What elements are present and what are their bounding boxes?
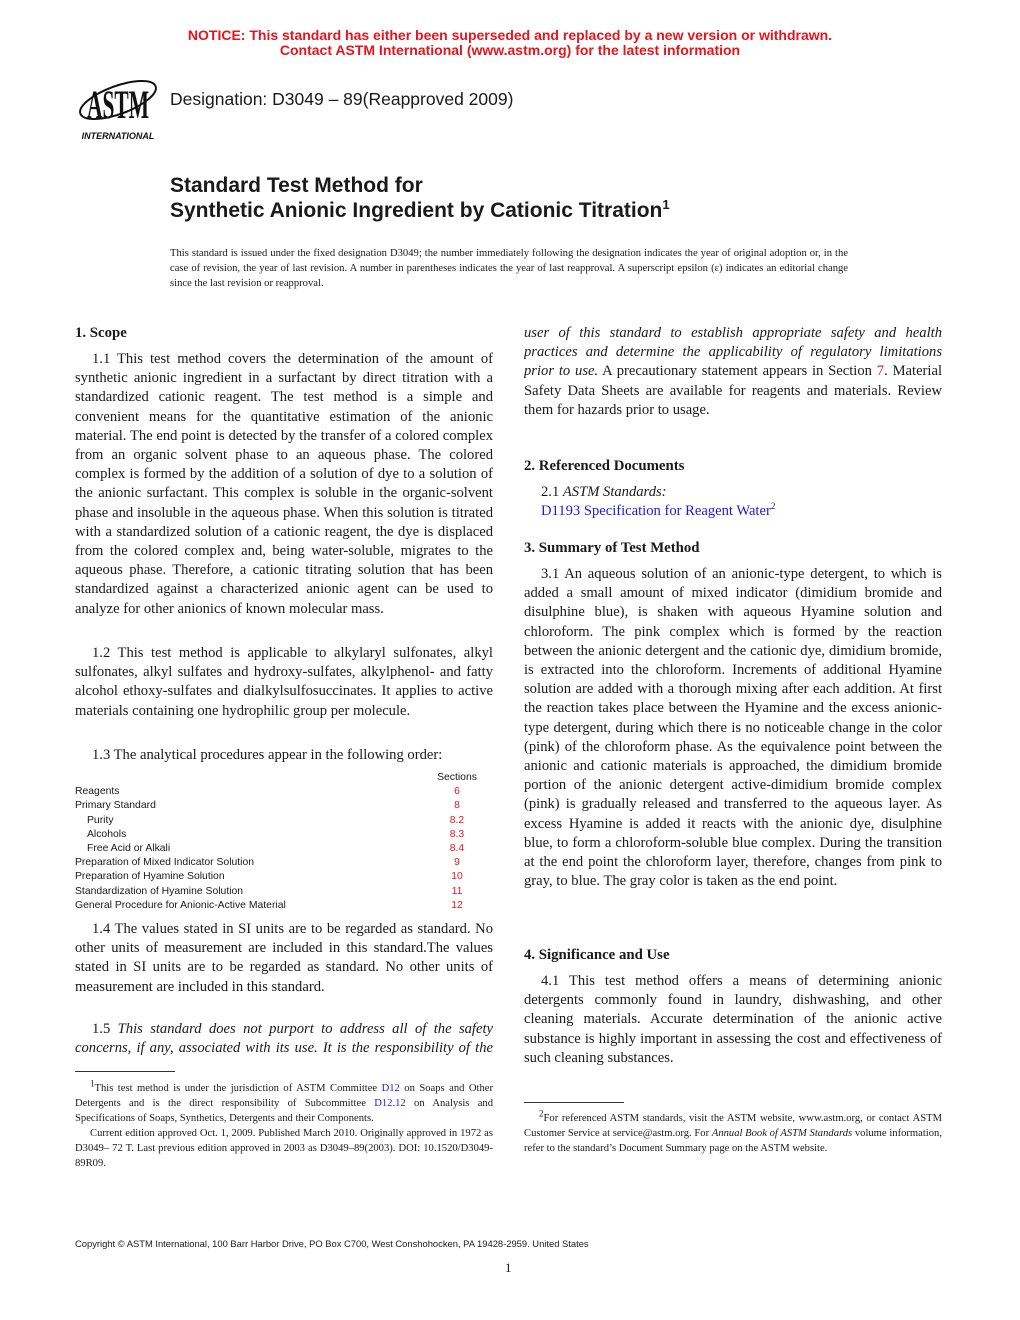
- svg-text:INTERNATIONAL: INTERNATIONAL: [81, 131, 155, 141]
- table-row: [75, 870, 493, 884]
- footnote-divider-2: [524, 1102, 624, 1103]
- sections-table: [75, 771, 493, 913]
- table-row: [75, 785, 493, 799]
- table-row: [75, 885, 493, 899]
- title-footnote-mark: 1: [662, 197, 670, 212]
- svg-text:ASTM: ASTM: [87, 82, 149, 127]
- link-d1193[interactable]: D1193 Specification for Reagent Water: [541, 503, 771, 520]
- footnote-1: $^1$This test method is under the jurisdiction of ASTM Committee D12 on Soaps and Other Detergents and is the direct responsibility of Subcommittee D12.12 on Analysis and Specifications of Soaps, Synthetics, Detergents and their Components. Current edition approved Oct. 1, 2009. Published March 2010. Originally approved in 1972 as D3049– 72 T. Last previous edition approved in 2003 as D3049–89(2003). DOI: 10.1520/D3049-89R09.: [75, 1078, 493, 1169]
- footnote-2: $^2$For referenced ASTM standards, visit the ASTM website, www.astm.org, or contact ASTM Customer Service at service@astm.org. For Annual Book of ASTM Standards volume information, refer to the standard’s Document Summary page on the ASTM website.: [524, 1108, 942, 1154]
- table-row-section-link[interactable]: 8.2: [449, 814, 465, 826]
- footnote-divider: [75, 1071, 175, 1072]
- copyright: Copyright © ASTM International, 100 Barr Harbor Drive, PO Box C700, West Conshohocken, PA 19428-2959. United States: [75, 1238, 589, 1249]
- para-3-1: 3.1 An aqueous solution of an anionic-type detergent, to which is added a small amount of mixed indicator (dimidium bromide and disulphine blue), is shaken with aqueous Hyamine solution and chloroform. The pink complex which is formed by the reaction between the anionic detergent and the cationic dye, dimidium bromide, is extracted into the chloroform. Increments of additional Hyamine solution are added with a thorough mixing after each addition. At first the reaction takes place between the Hyamine and the excess anionic-type detergent, during which there is no noticeable change in the color (pink) of the chloroform phase. As the equivalence point between the anionic and cationic materials is approached, the dimidium bromide portion of the anionic detergent active-dimidium bromide complex (pink) is gradually released and transferred to the aqueous layer. As excess Hyamine is added it reacts with the anionic dye, disulphine blue, to form a chloroform-soluble blue complex. During the transition at the end point the chloroform layer, therefore, changes from pink to gray, to blue. The gray color is taken as the end point.: [524, 566, 942, 890]
- para-1-5-start: 1.5 This standard does not purport to address all of the safety concerns, if any, associated with its use. It is the responsibility of the: [75, 1020, 493, 1060]
- table-row-section-link[interactable]: 8: [454, 800, 460, 812]
- table-row: [75, 856, 493, 870]
- table-row-label: Preparation of Hyamine Solution: [75, 871, 225, 883]
- table-row-label: Free Acid or Alkali: [87, 843, 171, 855]
- table-row: [75, 842, 493, 856]
- footnote-1-edition: Current edition approved Oct. 1, 2009. Published March 2010. Originally approved in 1972 as D3049– 72 T. Last previous edition approved in 2003 as D3049–89(2003). DOI: 10.1520/D3049-89R09.: [75, 1128, 493, 1169]
- title-line-1: Standard Test Method for: [170, 174, 423, 197]
- table-row-label: Standardization of Hyamine Solution: [75, 885, 244, 897]
- table-row-section-link[interactable]: 11: [451, 885, 463, 897]
- para-1-1: 1.1 This test method covers the determination of the amount of synthetic anionic ingredient in a surfactant by direct titration with a standardized cationic reagent. The test method is a simple and convenient means for the quantitative estimation of the anionic material. The end point is detected by the transfer of a colored complex from an organic solvent phase to an aqueous phase. The colored complex is formed by the addition of a solution of dye to a solution of the anionic surfactant. This complex is soluble in the organic-solvent phase and insoluble in the aqueous phase. When this solution is titrated with a standardized solution of a cationic reagent, the dye is displaced from the colored complex and, being water-soluble, migrates to the aqueous phase. Therefore, a cationic titrating solution that has been standardized against a characterized anionic agent can be used to analyze for other anionics of known molecular mass.: [75, 351, 493, 617]
- table-row-section-link[interactable]: 8.4: [449, 843, 465, 855]
- link-d12-12[interactable]: D12.12: [374, 1098, 406, 1109]
- table-row-label: Preparation of Mixed Indicator Solution: [75, 857, 255, 869]
- table-row-label: Reagents: [75, 786, 120, 798]
- para-4-1: 4.1 This test method offers a means of determining anionic detergents commonly found in laundry, dishwashing, and other cleaning materials. Accurate determination of the anionic active substance is highly important in assessing the cost and effectiveness of such cleaning substances.: [524, 973, 942, 1066]
- table-row-section-link[interactable]: 9: [454, 857, 460, 869]
- document-title: [170, 173, 670, 223]
- table-row: [75, 799, 493, 813]
- designation: Designation: D3049 – 89(Reapproved 2009): [170, 89, 514, 109]
- table-row: [75, 828, 493, 842]
- para-1-5-italic: This standard does not purport to address all of the safety concerns, if any, associated with its use. It is the responsibility of the: [75, 1021, 493, 1057]
- section-3-heading: 3. Summary of Test Method: [524, 540, 700, 556]
- link-d12[interactable]: D12: [381, 1083, 400, 1094]
- title-line-2: Synthetic Anionic Ingredient by Cationic Titration: [170, 199, 663, 222]
- table-row: [75, 899, 493, 913]
- notice-line-1: NOTICE: This standard has either been superseded and replaced by a new version or withdrawn.: [187, 27, 833, 43]
- astm-logo-icon: [75, 66, 161, 142]
- para-1-5-continued: user of this standard to establish appropriate safety and health practices and determine the applicability of regulatory limitations prior to use. A precautionary statement appears in Section 7. Material Safety Data Sheets are available for reagents and materials. Review them for hazards prior to usage.: [524, 325, 942, 418]
- page-number: 1: [505, 1260, 512, 1275]
- table-row-label: Primary Standard: [75, 800, 156, 812]
- astm-logo: [75, 66, 161, 142]
- table-row: [75, 814, 493, 828]
- link-section-7[interactable]: 7: [876, 363, 885, 380]
- table-header-sections: Sections: [437, 772, 477, 783]
- table-row-section-link[interactable]: 10: [451, 871, 463, 883]
- section-2-heading: 2. Referenced Documents: [524, 458, 685, 474]
- table-row-section-link[interactable]: 12: [451, 899, 463, 911]
- para-1-2: 1.2 This test method is applicable to alkylaryl sulfonates, alkyl sulfonates, alkyl sulfates and hydroxy-sulfates, alkylphenol- and fatty alcohol ethoxy-sulfates and dialkylsulfosuccinates. It applies to active materials containing one hydrophilic group per molecule.: [75, 645, 493, 719]
- para-1-4: 1.4 The values stated in SI units are to be regarded as standard. No other units of measurement are included in this standard.The values stated in SI units are to be regarded as standard. No other units of measurement are included in this standard.: [75, 921, 493, 995]
- table-row-section-link[interactable]: 6: [454, 786, 460, 798]
- intro-statement: This standard is issued under the fixed designation D3049; the number immediately following the designation indicates the year of original adoption or, in the case of revision, the year of last revision. A number in parentheses indicates the year of last reapproval. A superscript epsilon (ε) indicates an editorial change since the last revision or reapproval.: [170, 248, 848, 289]
- table-row-label: Purity: [87, 814, 114, 826]
- table-row-label: General Procedure for Anionic-Active Material: [75, 899, 286, 911]
- section-4-heading: 4. Significance and Use: [524, 947, 670, 963]
- astm-standards-label: ASTM Standards:: [562, 484, 667, 500]
- para-1-3: 1.3 The analytical procedures appear in the following order:: [92, 747, 443, 763]
- table-row-label: Alcohols: [87, 828, 127, 840]
- notice-line-2: Contact ASTM International (www.astm.org) for the latest information: [279, 42, 741, 58]
- section-1-heading: 1. Scope: [75, 325, 127, 341]
- table-row-section-link[interactable]: 8.3: [449, 828, 465, 840]
